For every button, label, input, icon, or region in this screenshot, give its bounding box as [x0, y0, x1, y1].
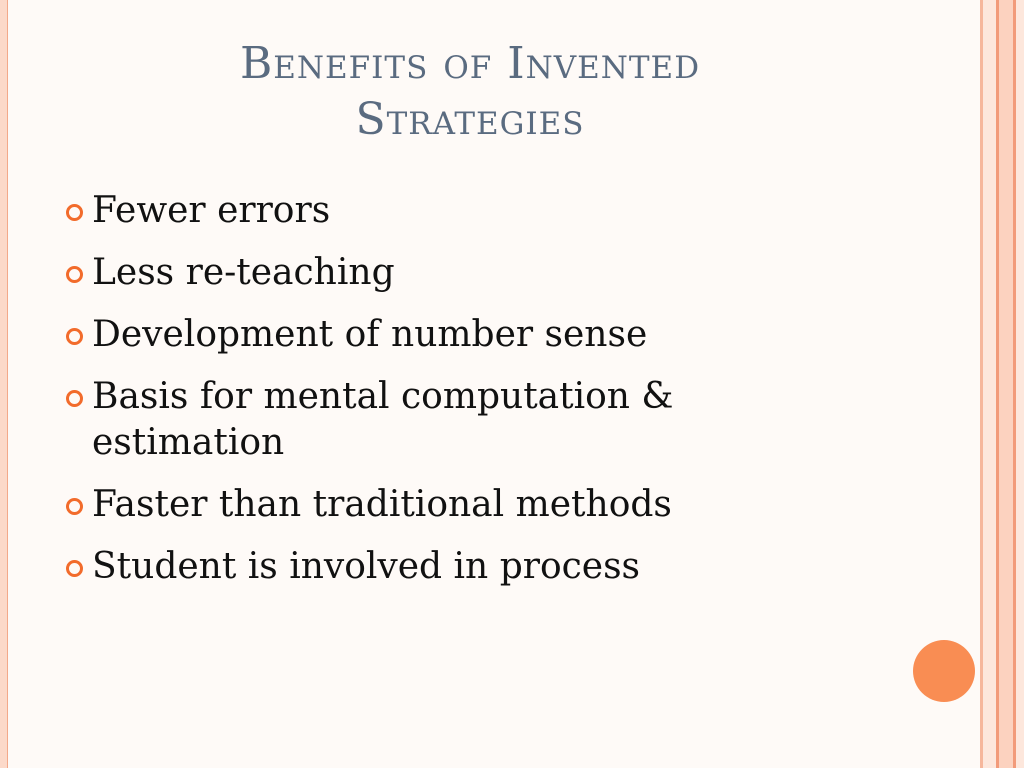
bullet-list [62, 188, 822, 606]
bullet-item [62, 374, 822, 466]
stripe [1016, 0, 1024, 768]
bullet-item [62, 188, 822, 234]
bullet-circle-icon [66, 390, 83, 407]
bullet-circle-icon [66, 328, 83, 345]
bullet-item [62, 312, 822, 358]
right-decorative-stripes [980, 0, 1024, 768]
bullet-text: Basis for mental computation & estimation [92, 376, 674, 463]
bullet-circle-icon [66, 266, 83, 283]
bullet-circle-icon [66, 498, 83, 515]
bullet-circle-icon [66, 560, 83, 577]
decorative-orange-circle [913, 640, 975, 702]
left-border-stripe [0, 0, 8, 768]
slide-title: Benefits of Invented Strategies [239, 38, 701, 145]
bullet-item [62, 482, 822, 528]
bullet-text: Student is involved in process [92, 546, 641, 587]
bullet-circle-icon [66, 204, 83, 221]
stripe [983, 0, 996, 768]
bullet-text: Faster than traditional methods [92, 484, 672, 525]
bullet-text: Fewer errors [92, 190, 331, 231]
bullet-text: Less re-teaching [92, 252, 395, 293]
stripe [999, 0, 1013, 768]
bullet-item [62, 250, 822, 296]
bullet-item [62, 544, 822, 590]
bullet-text: Development of number sense [92, 314, 648, 355]
